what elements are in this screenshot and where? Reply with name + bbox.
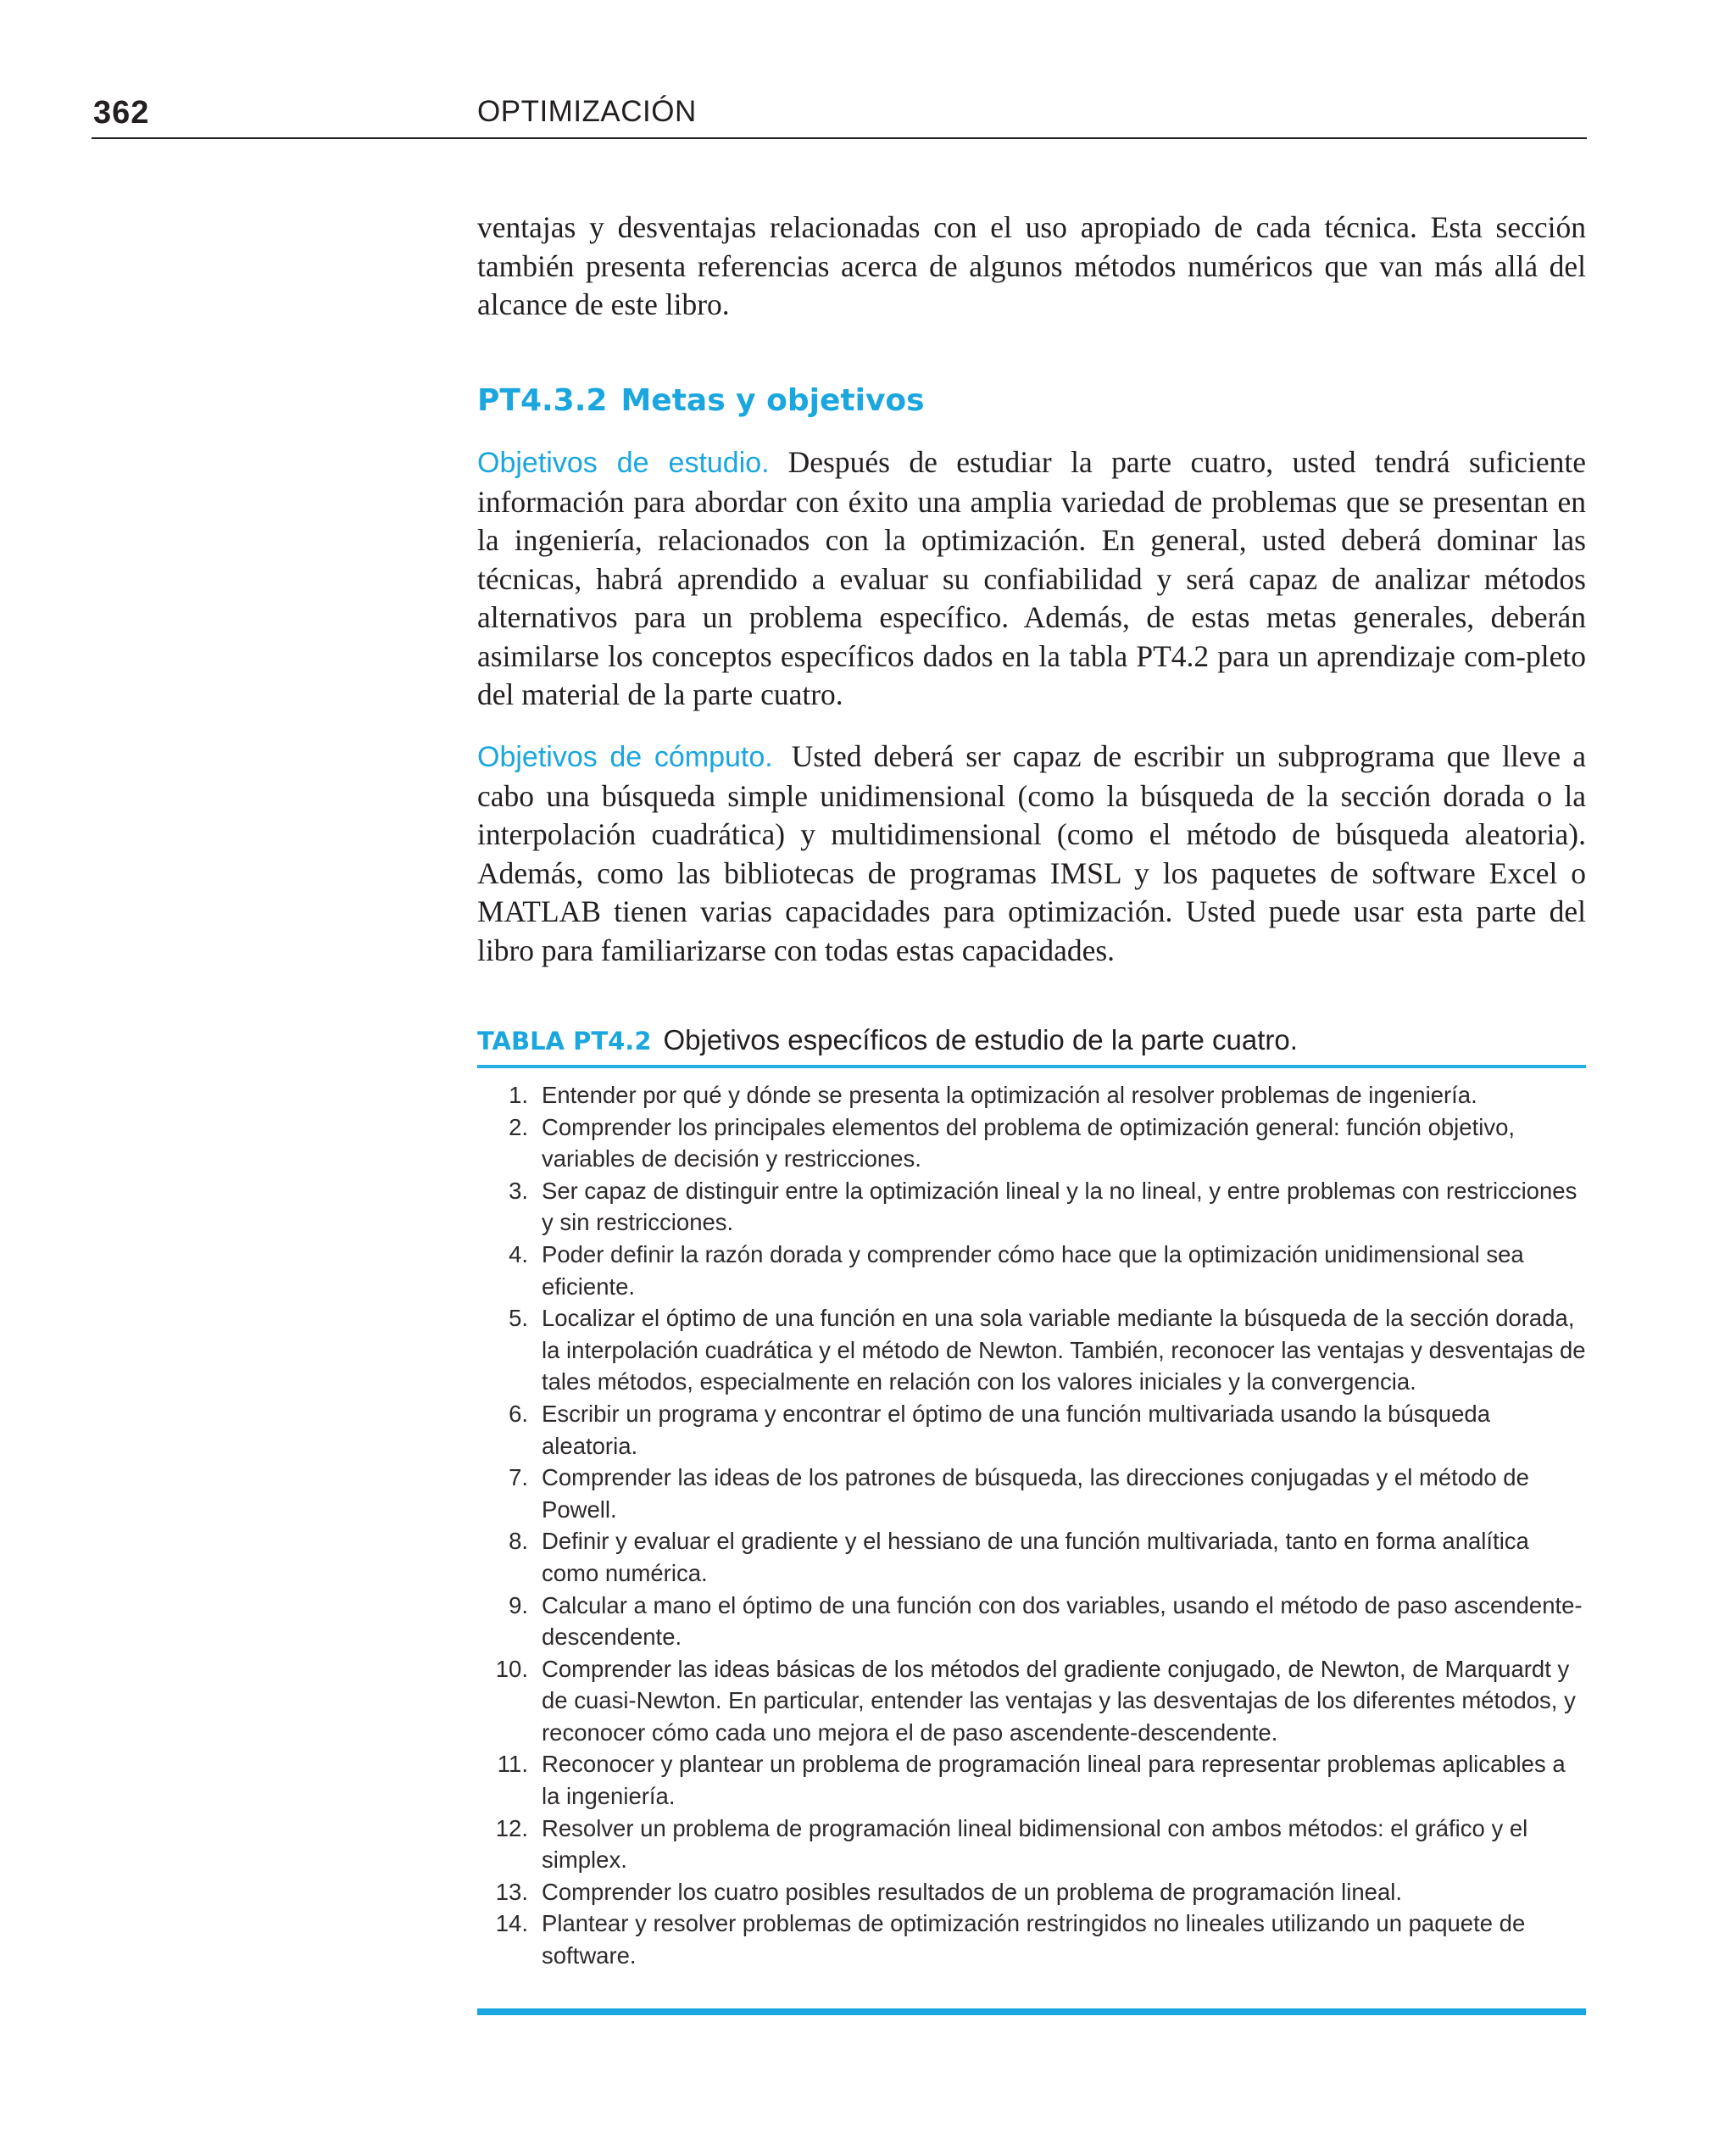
objective-item (484, 1653, 1586, 1749)
objective-number: 12. (495, 1814, 528, 1841)
objective-item (484, 1111, 1586, 1175)
objective-item (484, 1398, 1586, 1462)
study-objectives-paragraph (477, 443, 1586, 715)
objective-text: Comprender los cuatro posibles resultados de un problema de programación lineal. (542, 1878, 1403, 1905)
objective-item (484, 1590, 1586, 1653)
objective-item (484, 1908, 1586, 1971)
objective-item (484, 1175, 1586, 1239)
objective-item (484, 1748, 1586, 1812)
objective-text: Reconocer y plantear un problema de programación lineal para representar problemas aplicables a la ingeniería. (542, 1751, 1566, 1810)
objective-text: Entender por qué y dónde se presenta la optimización al resolver problemas de ingeniería. (542, 1082, 1477, 1108)
objectives-list (477, 1079, 1586, 1972)
objective-number: 14. (495, 1910, 528, 1937)
objective-text: Comprender las ideas de los patrones de búsqueda, las direcciones conjugadas y el método de Powell. (542, 1464, 1529, 1523)
table-bottom-rule (477, 2008, 1586, 2015)
objective-item (484, 1302, 1586, 1398)
objective-item (484, 1525, 1586, 1589)
objective-number: 3. (509, 1177, 528, 1204)
intro-block (477, 209, 1586, 325)
objective-text: Poder definir la razón dorada y comprender cómo hace que la optimización unidimensional sea eficiente. (542, 1240, 1524, 1300)
table-caption: Objetivos específicos de estudio de la parte cuatro. (663, 1024, 1298, 1056)
table-title (477, 1024, 1586, 1068)
objective-text: Comprender las ideas básicas de los métodos del gradiente conjugado, de Newton, de Marquardt y de cuasi-Newton. En particular, entender las ventajas y las desventajas de los diferentes métodos, y reconocer cómo cada uno mejora el de paso ascendente-descendente. (542, 1655, 1576, 1746)
objective-text: Resolver un problema de programación lineal bidimensional con ambos métodos: el gráfico y el simplex. (542, 1814, 1528, 1874)
section-heading (477, 383, 1586, 418)
objective-number: 5. (509, 1305, 528, 1332)
objective-item (484, 1462, 1586, 1525)
objective-text: Calcular a mano el óptimo de una función con dos variables, usando el método de paso ascendente-descendente. (542, 1591, 1583, 1651)
computing-objectives-block (477, 738, 1586, 970)
objective-number: 6. (509, 1400, 528, 1427)
objective-text: Localizar el óptimo de una función en una sola variable mediante la búsqueda de la sección dorada, la interpolación cuadrática y el método de Newton. También, reconocer las ventajas y desventajas de tales métodos, especialmente en relación con los valores iniciales y la convergencia. (542, 1305, 1586, 1395)
objective-text: Definir y evaluar el gradiente y el hessiano de una función multivariada, tanto en forma analítica como numérica. (542, 1528, 1529, 1586)
study-objectives-text: Después de estudiar la parte cuatro, usted tendrá suficiente información para abordar con éxito una amplia variedad de problemas que se presentan en la ingeniería, relacionados con la optimización. En general, usted deberá dominar las técnicas, habrá aprendido a evaluar su confiabilidad y será capaz de analizar métodos alternativos para un problema específico. Además, de estas metas generales, deberán asimilarse los conceptos específicos dados en la tabla PT4.2 para un aprendizaje com-pleto del material de la parte cuatro. (477, 445, 1586, 711)
objective-item (484, 1813, 1586, 1876)
objective-item (484, 1239, 1586, 1302)
objective-text: Escribir un programa y encontrar el óptimo de una función multivariada usando la búsqueda aleatoria. (542, 1400, 1490, 1459)
study-objectives-lead-in: Objetivos de estudio. (477, 447, 770, 479)
objective-number: 2. (509, 1113, 528, 1140)
computing-objectives-text: Usted deberá ser capaz de escribir un subprograma que lleve a cabo una búsqueda simple unidimensional (como la búsqueda de la sección dorada o la interpolación cuadrática) y multidimensional (como el método de búsqueda aleatoria). Además, como las bibliotecas de programas IMSL y los paquetes de software Excel o MATLAB tienen varias capacidades para optimización. Usted puede usar esta parte del libro para familiarizarse con todas estas capacidades. (477, 739, 1586, 967)
computing-objectives-paragraph (477, 738, 1586, 970)
objective-number: 1. (509, 1082, 528, 1108)
objective-text: Plantear y resolver problemas de optimización restringidos no lineales utilizando un paquete de software. (542, 1910, 1526, 1969)
objective-number: 10. (495, 1655, 528, 1682)
section-heading-block (477, 383, 1586, 418)
objective-number: 13. (495, 1878, 528, 1905)
objective-text: Ser capaz de distinguir entre la optimización lineal y la no lineal, y entre problemas con restricciones y sin restricciones. (542, 1177, 1577, 1236)
page-number: 362 (93, 95, 150, 131)
intro-paragraph: ventajas y desventajas relacionadas con el uso apropiado de cada técnica. Esta sección también presenta referencias acerca de algunos métodos numéricos que van más allá del alcance de este libro. (477, 210, 1586, 321)
table-label: TABLA PT4.2 (477, 1027, 652, 1056)
page-header (92, 95, 1587, 139)
section-title: Metas y objetivos (620, 383, 925, 418)
objective-item (484, 1079, 1586, 1111)
objective-number: 7. (509, 1464, 528, 1491)
section-number: PT4.3.2 (477, 383, 608, 418)
objective-number: 9. (509, 1591, 528, 1618)
study-objectives-block (477, 443, 1586, 715)
objective-number: 4. (509, 1240, 528, 1267)
objectives-table (477, 1024, 1586, 1972)
computing-objectives-lead-in: Objetivos de cómputo. (477, 741, 773, 773)
objective-number: 11. (497, 1751, 528, 1778)
objective-text: Comprender los principales elementos del problema de optimización general: función objetivo, variables de decisión y restricciones. (542, 1113, 1516, 1172)
objective-item (484, 1876, 1586, 1908)
objective-number: 8. (509, 1528, 528, 1555)
running-head: OPTIMIZACIÓN (477, 95, 697, 128)
